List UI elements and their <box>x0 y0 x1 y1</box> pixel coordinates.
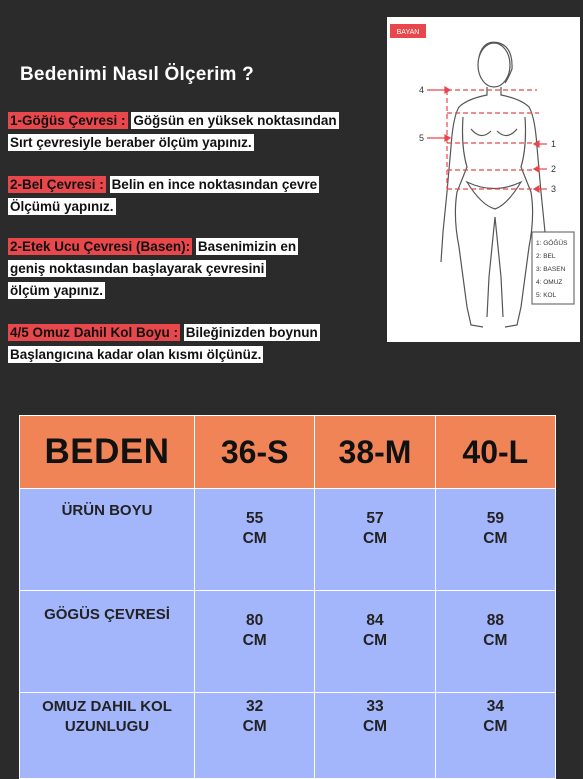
instruction-hip <box>8 236 298 302</box>
instruction-text: ölçüm yapınız. <box>10 283 104 298</box>
body-measurement-diagram <box>387 17 580 342</box>
legend-item: 1: GÖĞÜS <box>536 240 568 247</box>
marker-chest: 1 <box>551 139 557 149</box>
table-header-row <box>20 416 556 489</box>
cell-value <box>195 591 315 693</box>
value-number: 32 <box>246 698 264 715</box>
value-unit: CM <box>362 718 388 735</box>
row-label <box>20 489 195 591</box>
instruction-chest <box>8 110 339 154</box>
header-size-40-l: 40-L <box>435 416 555 489</box>
legend-item: 5: KOL <box>536 292 557 299</box>
instruction-text: Göğsün en yüksek noktasından <box>133 113 337 128</box>
row-label <box>20 693 195 779</box>
instruction-label: 4/5 Omuz Dahil Kol Boyu : <box>10 325 179 340</box>
instruction-text: Ölçümü yapınız. <box>10 199 114 214</box>
instruction-text: Sırt çevresiyle beraber ölçüm yapınız. <box>10 135 252 150</box>
marker-waist: 2 <box>551 164 557 174</box>
value-unit: CM <box>483 718 508 735</box>
header-size-36-s: 36-S <box>195 416 315 489</box>
legend-item: 3: BASEN <box>536 266 566 273</box>
cell-value <box>195 693 315 779</box>
value-number: 57 <box>366 510 384 527</box>
tag-text: BAYAN <box>396 29 420 36</box>
header-size-label: BEDEN <box>20 416 195 489</box>
value-unit: CM <box>242 632 267 649</box>
cell-value <box>195 489 315 591</box>
instruction-label: 2-Bel Çevresi : <box>10 177 104 192</box>
value-number: 80 <box>246 612 264 629</box>
cell-value <box>435 489 555 591</box>
value-number: 34 <box>486 698 504 715</box>
measurement-arrows <box>427 87 547 192</box>
value-unit: CM <box>483 530 508 547</box>
row-label-text: GÖGÜS ÇEVRESİ <box>44 606 170 623</box>
figure-outline <box>441 42 547 327</box>
cell-value <box>435 693 555 779</box>
value-number: 84 <box>366 612 384 629</box>
value-unit: CM <box>362 632 388 649</box>
instruction-text: Belin en ince noktasından çevre <box>111 177 318 192</box>
value-unit: CM <box>242 718 267 735</box>
marker-hip: 3 <box>551 184 557 194</box>
row-label <box>20 591 195 693</box>
legend-item: 2: BEL <box>536 253 556 260</box>
cell-value <box>315 591 435 693</box>
value-unit: CM <box>362 530 388 547</box>
instruction-label: 1-Göğüs Çevresi : <box>10 113 126 128</box>
table-row <box>20 489 556 591</box>
instruction-label: 2-Etek Ucu Çevresi (Basen): <box>10 239 191 254</box>
table-row <box>20 693 556 779</box>
instruction-text: Bileğinizden boynun <box>185 325 318 340</box>
instruction-text: Başlangıcına kadar olan kısmı ölçünüz. <box>10 347 262 362</box>
instruction-waist <box>8 174 319 218</box>
value-number: 59 <box>486 510 504 527</box>
instruction-arm <box>8 322 320 366</box>
marker-shoulder: 4 <box>419 85 425 95</box>
row-label-text: ÜRÜN BOYU <box>61 502 153 519</box>
female-figure-illustration <box>387 17 580 342</box>
value-number: 88 <box>486 612 504 629</box>
cell-value <box>315 693 435 779</box>
header-size-38-m: 38-M <box>315 416 435 489</box>
row-label-text: OMUZ DAHIL KOL <box>42 698 172 715</box>
table-row <box>20 591 556 693</box>
value-number: 55 <box>246 510 264 527</box>
value-number: 33 <box>366 698 384 715</box>
value-unit: CM <box>242 530 267 547</box>
cell-value <box>435 591 555 693</box>
marker-arm: 5 <box>419 133 425 143</box>
page-title: Bedenimi Nasıl Ölçerim ? <box>20 64 254 85</box>
size-chart-table <box>19 415 556 779</box>
row-label-text: UZUNLUGU <box>64 718 150 735</box>
instruction-text: Basenimizin en <box>197 239 297 254</box>
cell-value <box>315 489 435 591</box>
value-unit: CM <box>483 632 508 649</box>
legend-item: 4: OMUZ <box>536 279 563 286</box>
instruction-text: geniş noktasından başlayarak çevresini <box>10 261 265 276</box>
